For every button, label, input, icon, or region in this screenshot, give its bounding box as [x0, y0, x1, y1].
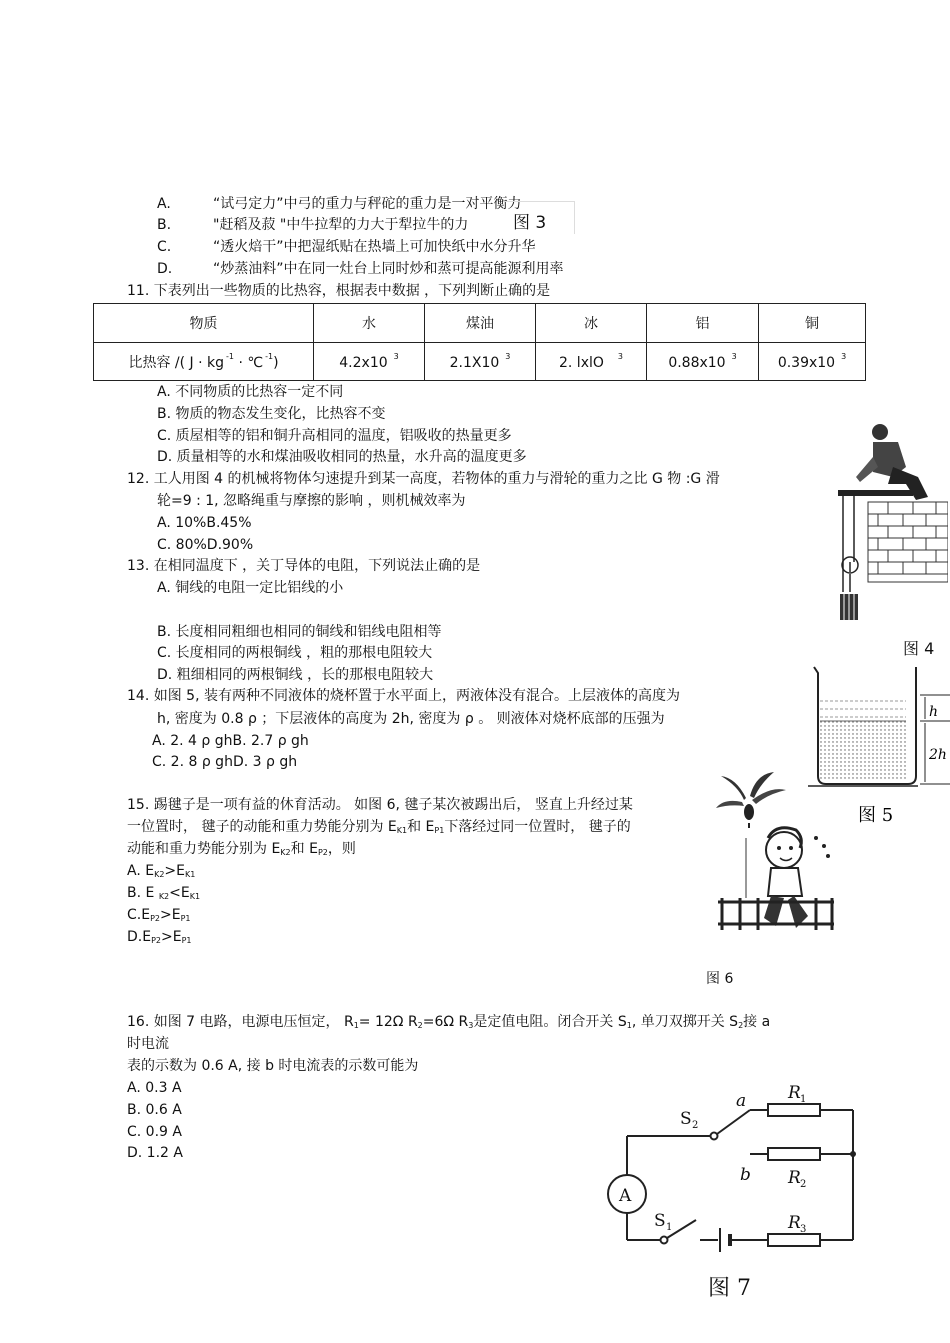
table-cell: 2.1X10 $^3$	[425, 343, 536, 381]
figure-7-circuit-diagram	[600, 1080, 870, 1305]
table-header-row	[94, 304, 866, 343]
q15-line-3: 动能和重力势能分别为 $E_{K2}$和 $E_{P2}$，则	[127, 841, 356, 857]
q15-line-2: 一位置时， 毽子的动能和重力势能分别为 $E_{K1}$和 $E_{P1}$下落经过同一位置时， 毽子的	[127, 819, 631, 835]
svg-text:2: 2	[692, 1120, 699, 1131]
table-header-cell: 铜	[759, 304, 866, 343]
q12-options-ab: A. 10%B.45%	[157, 515, 252, 531]
table-header-cell: 铝	[647, 304, 759, 343]
figure-6-shuttlecock-illustration	[716, 768, 836, 943]
q10-option-a: A. “试弓定力”中弓的重力与秤砣的重力是一对平衡力	[157, 196, 522, 212]
svg-text:1: 1	[800, 1094, 807, 1105]
svg-text:h: h	[929, 704, 939, 720]
svg-text:2h: 2h	[929, 747, 947, 763]
q13-option-c: C. 长度相同的两根铜线 ，粗的那根电阻较大	[157, 645, 433, 661]
table-row	[94, 343, 866, 381]
table-header-cell: 物质	[94, 304, 314, 343]
svg-text:a: a	[736, 1091, 747, 1111]
figure-3-label: 图 3	[503, 201, 575, 234]
q15-line-1: 15. 踢毽子是一项有益的休育活动。 如图 6, 毽子某次被踢出后， 竖直上升经过某	[127, 797, 633, 813]
q15-option-c: $C.E_{P2}>E_{P1}$	[127, 907, 191, 923]
q10-option-b: B. "赶稻及菽 "中牛拉犁的力大于犁拉牛的力	[157, 217, 469, 233]
q14-options-ab: A. 2. 4 ρ ghB. 2.7 ρ gh	[152, 733, 309, 749]
q14-line-2: h, 密度为 0.8 ρ ；下层液体的高度为 2h, 密度为 ρ 。 则液体对烧杯底部的压强为	[157, 711, 665, 727]
svg-text:b: b	[740, 1165, 751, 1185]
svg-text:A: A	[619, 1186, 632, 1206]
q14-line-1: 14. 如图 5, 装有两种不同液体的烧杯置于水平面上，两液体没有混合。上层液体的高度为	[127, 688, 680, 704]
table-header-cell: 冰	[536, 304, 647, 343]
svg-text:3: 3	[800, 1224, 807, 1235]
svg-text:S: S	[680, 1109, 692, 1129]
q13-option-a: A. 铜线的电阻一定比铝线的小	[157, 580, 344, 596]
q13-option-b: B. 长度相同粗细也相同的铜线和铝线电阻相等	[157, 624, 442, 640]
svg-text:R: R	[788, 1168, 801, 1188]
q11-option-b: B. 物质的物态发生变化，比热容不变	[157, 406, 386, 422]
svg-text:1: 1	[666, 1222, 673, 1233]
q16-option-b: B. 0.6 A	[127, 1102, 182, 1118]
table-header-cell: 煤油	[425, 304, 536, 343]
q12-options-cd: C. 80%D.90%	[157, 537, 254, 553]
specific-heat-table	[93, 303, 866, 381]
svg-text:R: R	[788, 1213, 801, 1233]
q10-option-c: C. “透火焙干”中把湿纸贴在热墙上可加快纸中水分升华	[157, 239, 536, 255]
q16-line-2: 时电流	[127, 1036, 169, 1052]
q11-option-c: C. 质屋相等的铝和铜升高相同的温度，铝吸收的热量更多	[157, 428, 512, 444]
q14-options-cd: C. 2. 8 ρ ghD. 3 ρ gh	[152, 754, 298, 770]
figure-4-pulley-illustration	[818, 422, 948, 634]
table-cell: 4.2x10 $^3$	[314, 343, 425, 381]
q16-line-1: 16. 如图 7 电路，电源电压恒定， $R_1= 12\Omega$ $R_2=6\Omega$ $R_3$是定值电阻。闭合开关 $S_1$, 单刀双掷开关 $S_2$接 a	[127, 1014, 771, 1030]
table-cell: 2. lxlO $^3$	[536, 343, 647, 381]
q16-option-d: D. 1.2 A	[127, 1145, 183, 1161]
table-cell: 0.88x10 $^3$	[647, 343, 759, 381]
q16-line-3: 表的示数为 0.6 A, 接 b 时电流表的示数可能为	[127, 1058, 419, 1074]
q11-option-a: A. 不同物质的比热容一定不同	[157, 384, 344, 400]
q11-stem: 11. 下表列出一些物质的比热容，根据表中数据 ，下列判断止确的是	[127, 283, 551, 299]
svg-text:图 7: 图 7	[708, 1276, 751, 1301]
svg-text:2: 2	[800, 1179, 807, 1190]
q16-option-a: A. 0.3 A	[127, 1080, 182, 1096]
table-row-label: 比热容 /( J · kg $^{-1}$ · ℃ $^{-1}$)	[94, 343, 314, 381]
q15-option-d: $D.E_{P2}>E_{P1}$	[127, 929, 192, 945]
svg-text:R: R	[788, 1083, 801, 1103]
figure-6-label: 图 6	[706, 971, 734, 987]
table-cell: 0.39x10 $^3$	[759, 343, 866, 381]
svg-text:S: S	[654, 1211, 666, 1231]
q12-line-2: 轮=9 : 1, 忽略绳重与摩擦的影响 ，则机械效率为	[157, 493, 466, 509]
q11-option-d: D. 质量相等的水和煤油吸收相同的热量，水升高的温度更多	[157, 449, 527, 465]
q16-option-c: C. 0.9 A	[127, 1124, 182, 1140]
q15-option-b: B. E $_{K2}<E_{K1}$	[127, 885, 201, 901]
table-header-cell: 水	[314, 304, 425, 343]
q12-line-1: 12. 工人用图 4 的机械将物体匀速提升到某一高度，若物体的重力与滑轮的重力之比 G 物 :G 滑	[127, 471, 720, 487]
q13-stem: 13. 在相同温度下 ，关丁导体的电阻，下列说法止确的是	[127, 558, 481, 574]
q10-option-d: D. “炒蒸油料”中在同一灶台上同时炒和蒸可提高能源利用率	[157, 261, 564, 277]
q13-option-d: D. 粗细相同的两根铜线 ，长的那根电阻较大	[157, 667, 434, 683]
svg-text:图 5: 图 5	[858, 805, 894, 826]
q15-option-a: A. $E_{K2}>E_{K1}$	[127, 863, 196, 879]
figure-4-label: 图 4	[903, 639, 935, 658]
